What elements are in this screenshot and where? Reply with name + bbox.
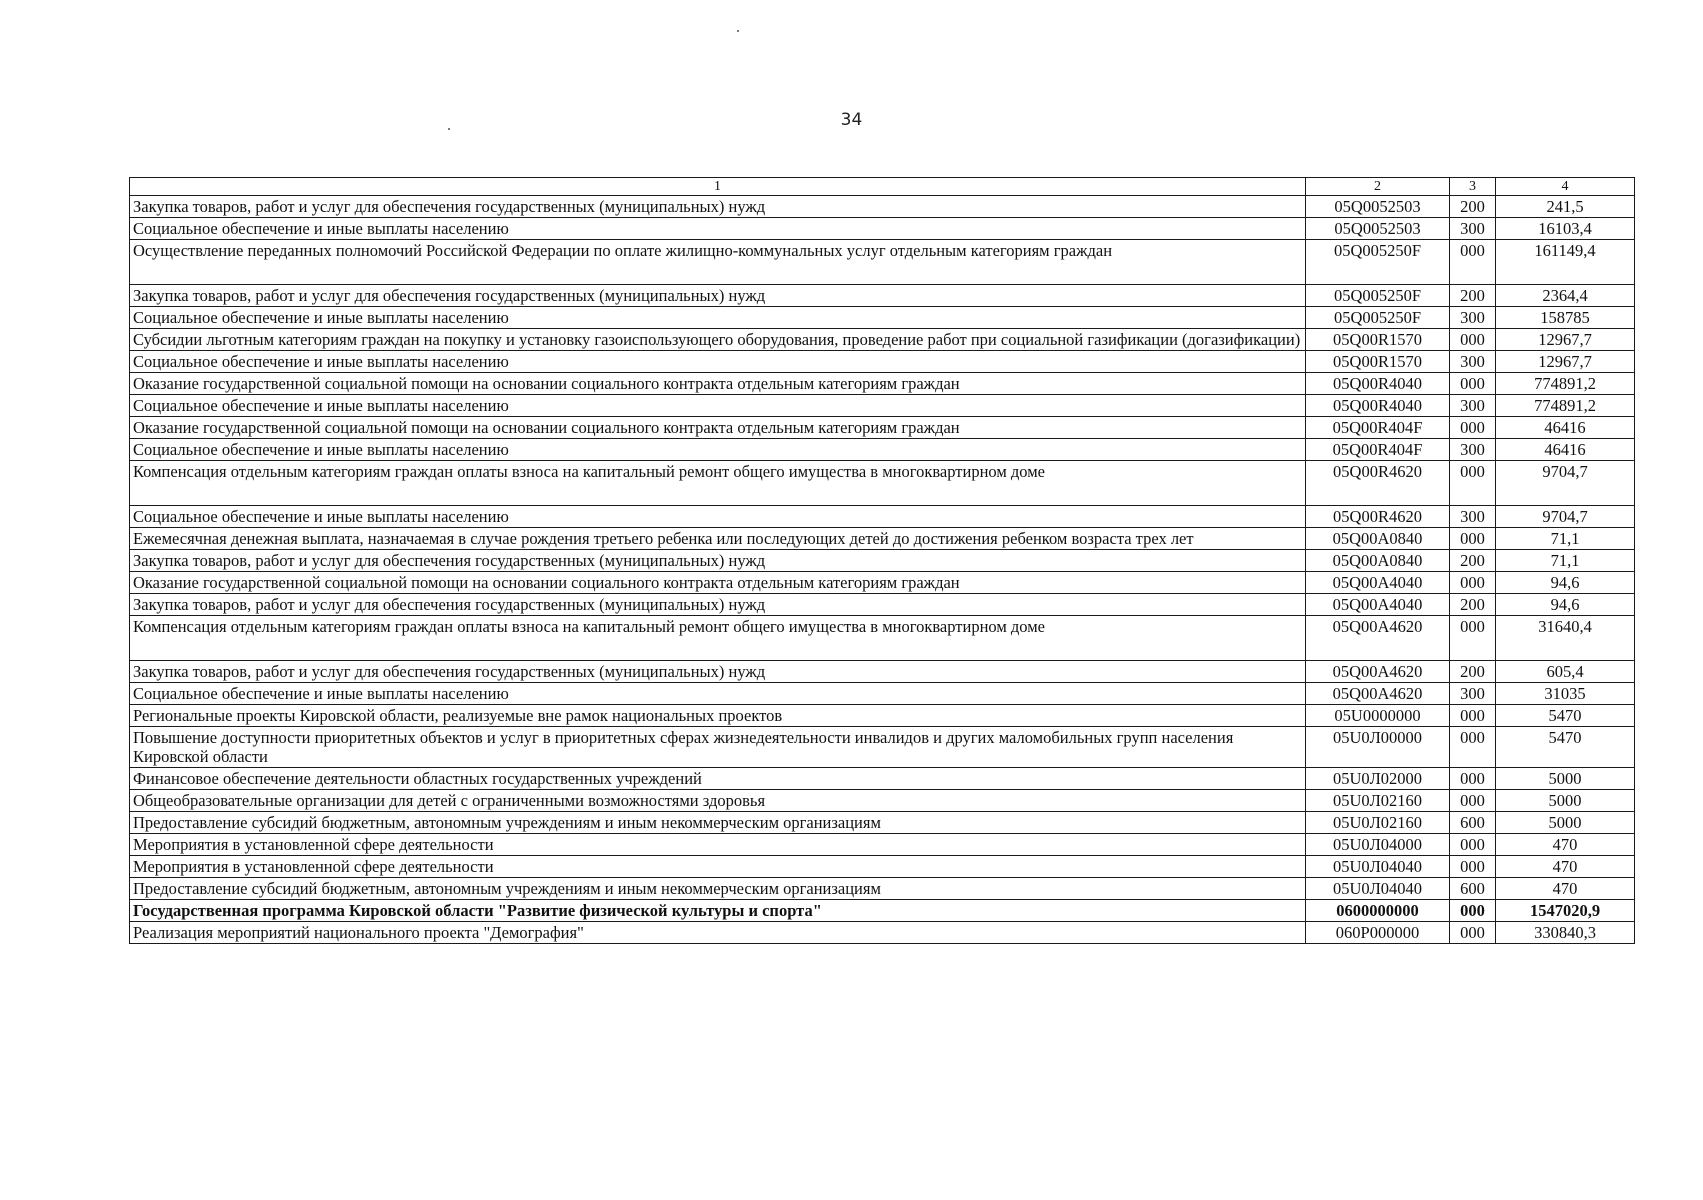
table-row — [130, 790, 1635, 812]
row-target-code-cell: 05Q005250F — [1306, 307, 1450, 329]
row-amount-cell: 161149,4 — [1496, 240, 1635, 285]
row-expense-type-cell: 200 — [1450, 550, 1496, 572]
row-target-code-cell: 05Q00R1570 — [1306, 351, 1450, 373]
row-description-cell: Компенсация отдельным категориям граждан оплаты взноса на капитальный ремонт общего имущества в многоквартирном доме — [130, 461, 1306, 506]
row-amount-cell: 12967,7 — [1496, 351, 1635, 373]
row-expense-type-cell: 000 — [1450, 727, 1496, 768]
row-description-cell: Социальное обеспечение и иные выплаты населению — [130, 506, 1306, 528]
row-target-code-cell: 05Q00R4620 — [1306, 506, 1450, 528]
row-amount-cell: 330840,3 — [1496, 922, 1635, 944]
row-target-code-cell: 05Q005250F — [1306, 285, 1450, 307]
row-description-cell: Закупка товаров, работ и услуг для обеспечения государственных (муниципальных) нужд — [130, 661, 1306, 683]
row-expense-type-cell: 000 — [1450, 616, 1496, 661]
row-expense-type-cell: 300 — [1450, 351, 1496, 373]
row-description-cell: Общеобразовательные организации для детей с ограниченными возможностями здоровья — [130, 790, 1306, 812]
row-target-code-cell: 05U0Л04040 — [1306, 878, 1450, 900]
row-description-cell: Ежемесячная денежная выплата, назначаемая в случае рождения третьего ребенка или последующих детей до достижения ребенком возраста трех лет — [130, 528, 1306, 550]
row-amount-cell: 605,4 — [1496, 661, 1635, 683]
table-row — [130, 329, 1635, 351]
row-amount-cell: 5000 — [1496, 812, 1635, 834]
table-row — [130, 373, 1635, 395]
row-description-cell: Закупка товаров, работ и услуг для обеспечения государственных (муниципальных) нужд — [130, 550, 1306, 572]
row-amount-cell: 5000 — [1496, 768, 1635, 790]
row-expense-type-cell: 300 — [1450, 683, 1496, 705]
row-target-code-cell: 05Q00R1570 — [1306, 329, 1450, 351]
row-target-code-cell: 05Q0052503 — [1306, 196, 1450, 218]
table-row — [130, 395, 1635, 417]
row-amount-cell: 16103,4 — [1496, 218, 1635, 240]
row-amount-cell: 31640,4 — [1496, 616, 1635, 661]
budget-allocation-table — [129, 177, 1635, 944]
row-amount-cell: 9704,7 — [1496, 461, 1635, 506]
table-row — [130, 683, 1635, 705]
row-target-code-cell: 05Q00A4620 — [1306, 683, 1450, 705]
table-row — [130, 661, 1635, 683]
row-expense-type-cell: 000 — [1450, 705, 1496, 727]
row-amount-cell: 94,6 — [1496, 572, 1635, 594]
table-body — [130, 178, 1635, 944]
row-expense-type-cell: 000 — [1450, 461, 1496, 506]
row-expense-type-cell: 000 — [1450, 922, 1496, 944]
row-description-cell: Социальное обеспечение и иные выплаты населению — [130, 307, 1306, 329]
row-amount-cell: 2364,4 — [1496, 285, 1635, 307]
table-row — [130, 727, 1635, 768]
row-description-cell: Компенсация отдельным категориям граждан оплаты взноса на капитальный ремонт общего имущества в многоквартирном доме — [130, 616, 1306, 661]
row-description-cell: Закупка товаров, работ и услуг для обеспечения государственных (муниципальных) нужд — [130, 594, 1306, 616]
row-target-code-cell: 05Q00R404F — [1306, 439, 1450, 461]
row-description-cell: Закупка товаров, работ и услуг для обеспечения государственных (муниципальных) нужд — [130, 285, 1306, 307]
column-header-1: 1 — [130, 178, 1306, 196]
row-expense-type-cell: 300 — [1450, 307, 1496, 329]
row-description-cell: Предоставление субсидий бюджетным, автономным учреждениям и иным некоммерческим организациям — [130, 878, 1306, 900]
table-row — [130, 705, 1635, 727]
row-expense-type-cell: 200 — [1450, 196, 1496, 218]
table-row — [130, 550, 1635, 572]
row-target-code-cell: 05Q00R4040 — [1306, 373, 1450, 395]
table-row — [130, 812, 1635, 834]
row-target-code-cell: 05Q00A4620 — [1306, 616, 1450, 661]
table-row — [130, 417, 1635, 439]
row-target-code-cell: 05Q0052503 — [1306, 218, 1450, 240]
table-row — [130, 594, 1635, 616]
row-amount-cell: 470 — [1496, 878, 1635, 900]
table-row — [130, 196, 1635, 218]
row-target-code-cell: 05Q00A0840 — [1306, 528, 1450, 550]
table-row — [130, 351, 1635, 373]
row-expense-type-cell: 000 — [1450, 572, 1496, 594]
row-expense-type-cell: 000 — [1450, 768, 1496, 790]
table-row — [130, 307, 1635, 329]
row-target-code-cell: 05Q00R404F — [1306, 417, 1450, 439]
row-amount-cell: 470 — [1496, 834, 1635, 856]
row-description-cell: Оказание государственной социальной помощи на основании социального контракта отдельным категориям граждан — [130, 417, 1306, 439]
row-expense-type-cell: 200 — [1450, 594, 1496, 616]
row-expense-type-cell: 000 — [1450, 790, 1496, 812]
row-description-cell: Социальное обеспечение и иные выплаты населению — [130, 683, 1306, 705]
row-target-code-cell: 0600000000 — [1306, 900, 1450, 922]
table-row — [130, 285, 1635, 307]
row-expense-type-cell: 000 — [1450, 329, 1496, 351]
row-description-cell: Социальное обеспечение и иные выплаты населению — [130, 439, 1306, 461]
row-target-code-cell: 05U0Л00000 — [1306, 727, 1450, 768]
row-target-code-cell: 05Q00R4620 — [1306, 461, 1450, 506]
table-row — [130, 240, 1635, 285]
row-amount-cell: 46416 — [1496, 439, 1635, 461]
row-expense-type-cell: 300 — [1450, 506, 1496, 528]
row-target-code-cell: 05U0Л02160 — [1306, 812, 1450, 834]
row-description-cell: Социальное обеспечение и иные выплаты населению — [130, 351, 1306, 373]
row-target-code-cell: 05U0Л02160 — [1306, 790, 1450, 812]
row-amount-cell: 774891,2 — [1496, 395, 1635, 417]
table-row — [130, 572, 1635, 594]
row-description-cell: Повышение доступности приоритетных объектов и услуг в приоритетных сферах жизнедеятельности инвалидов и других маломобильных групп населения Кировской области — [130, 727, 1306, 768]
row-description-cell: Оказание государственной социальной помощи на основании социального контракта отдельным категориям граждан — [130, 373, 1306, 395]
row-expense-type-cell: 300 — [1450, 218, 1496, 240]
row-expense-type-cell: 300 — [1450, 439, 1496, 461]
row-amount-cell: 5000 — [1496, 790, 1635, 812]
table-row — [130, 616, 1635, 661]
row-amount-cell: 9704,7 — [1496, 506, 1635, 528]
row-amount-cell: 31035 — [1496, 683, 1635, 705]
row-expense-type-cell: 000 — [1450, 900, 1496, 922]
row-target-code-cell: 05Q00A4040 — [1306, 594, 1450, 616]
row-target-code-cell: 05Q005250F — [1306, 240, 1450, 285]
row-amount-cell: 470 — [1496, 856, 1635, 878]
row-amount-cell: 774891,2 — [1496, 373, 1635, 395]
row-target-code-cell: 05U0Л02000 — [1306, 768, 1450, 790]
table-row — [130, 856, 1635, 878]
row-amount-cell: 158785 — [1496, 307, 1635, 329]
row-amount-cell: 241,5 — [1496, 196, 1635, 218]
row-expense-type-cell: 000 — [1450, 417, 1496, 439]
table-row — [130, 900, 1635, 922]
row-description-cell: Мероприятия в установленной сфере деятельности — [130, 856, 1306, 878]
row-expense-type-cell: 000 — [1450, 834, 1496, 856]
row-target-code-cell: 05U0Л04000 — [1306, 834, 1450, 856]
row-amount-cell: 71,1 — [1496, 528, 1635, 550]
row-target-code-cell: 060P000000 — [1306, 922, 1450, 944]
row-expense-type-cell: 600 — [1450, 812, 1496, 834]
row-expense-type-cell: 300 — [1450, 395, 1496, 417]
row-description-cell: Закупка товаров, работ и услуг для обеспечения государственных (муниципальных) нужд — [130, 196, 1306, 218]
table-row — [130, 768, 1635, 790]
row-target-code-cell: 05U0000000 — [1306, 705, 1450, 727]
row-amount-cell: 12967,7 — [1496, 329, 1635, 351]
row-amount-cell: 5470 — [1496, 705, 1635, 727]
row-description-cell: Финансовое обеспечение деятельности областных государственных учреждений — [130, 768, 1306, 790]
table-header-row — [130, 178, 1635, 196]
row-description-cell: Реализация мероприятий национального проекта "Демография" — [130, 922, 1306, 944]
row-description-cell: Государственная программа Кировской области "Развитие физической культуры и спорта" — [130, 900, 1306, 922]
column-header-4: 4 — [1496, 178, 1635, 196]
row-expense-type-cell: 200 — [1450, 661, 1496, 683]
table-row — [130, 461, 1635, 506]
row-description-cell: Субсидии льготным категориям граждан на покупку и установку газоиспользующего оборудования, проведение работ при социальной газификации (догазификации) — [130, 329, 1306, 351]
row-expense-type-cell: 000 — [1450, 373, 1496, 395]
table-row — [130, 439, 1635, 461]
row-description-cell: Оказание государственной социальной помощи на основании социального контракта отдельным категориям граждан — [130, 572, 1306, 594]
row-amount-cell: 5470 — [1496, 727, 1635, 768]
scan-speck — [737, 30, 739, 32]
page-number: 34 — [840, 110, 863, 130]
row-description-cell: Осуществление переданных полномочий Российской Федерации по оплате жилищно-коммунальных услуг отдельным категориям граждан — [130, 240, 1306, 285]
row-amount-cell: 71,1 — [1496, 550, 1635, 572]
row-description-cell: Региональные проекты Кировской области, реализуемые вне рамок национальных проектов — [130, 705, 1306, 727]
table-row — [130, 218, 1635, 240]
table-row — [130, 922, 1635, 944]
table-row — [130, 878, 1635, 900]
table-row — [130, 506, 1635, 528]
row-target-code-cell: 05Q00A4040 — [1306, 572, 1450, 594]
row-target-code-cell: 05U0Л04040 — [1306, 856, 1450, 878]
row-target-code-cell: 05Q00A0840 — [1306, 550, 1450, 572]
column-header-3: 3 — [1450, 178, 1496, 196]
row-expense-type-cell: 000 — [1450, 856, 1496, 878]
table-row — [130, 834, 1635, 856]
row-expense-type-cell: 200 — [1450, 285, 1496, 307]
table-row — [130, 528, 1635, 550]
row-description-cell: Мероприятия в установленной сфере деятельности — [130, 834, 1306, 856]
row-description-cell: Социальное обеспечение и иные выплаты населению — [130, 218, 1306, 240]
column-header-2: 2 — [1306, 178, 1450, 196]
scan-speck — [448, 128, 450, 130]
row-amount-cell: 46416 — [1496, 417, 1635, 439]
row-target-code-cell: 05Q00R4040 — [1306, 395, 1450, 417]
row-amount-cell: 94,6 — [1496, 594, 1635, 616]
row-expense-type-cell: 000 — [1450, 240, 1496, 285]
row-amount-cell: 1547020,9 — [1496, 900, 1635, 922]
row-expense-type-cell: 000 — [1450, 528, 1496, 550]
row-target-code-cell: 05Q00A4620 — [1306, 661, 1450, 683]
row-expense-type-cell: 600 — [1450, 878, 1496, 900]
row-description-cell: Предоставление субсидий бюджетным, автономным учреждениям и иным некоммерческим организациям — [130, 812, 1306, 834]
row-description-cell: Социальное обеспечение и иные выплаты населению — [130, 395, 1306, 417]
